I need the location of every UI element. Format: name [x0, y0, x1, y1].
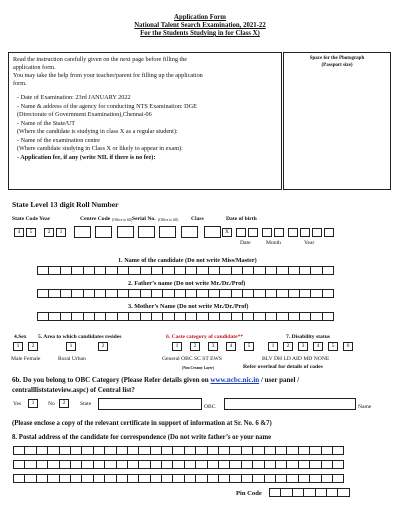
exam-title: National Talent Search Examination, 2021-22: [134, 22, 266, 29]
instructions-box: [8, 52, 282, 190]
instruction-line: application form.: [13, 64, 56, 71]
class-title: For the Students Studying in for Class X): [140, 30, 260, 37]
pin-code-label: Pin Code: [236, 490, 262, 497]
state-label: State: [80, 401, 92, 407]
dob-year-box[interactable]: [288, 228, 298, 237]
form-title: Application Form: [174, 14, 226, 21]
disability-code-box[interactable]: 3: [298, 342, 308, 351]
disability-code-box[interactable]: 1: [268, 342, 278, 351]
char-cell[interactable]: [332, 446, 344, 455]
instruction-line: - Date of Examination: 23rd JANUARY 2022: [17, 94, 131, 101]
year-digit[interactable]: 1: [56, 228, 66, 237]
char-cell[interactable]: [322, 289, 334, 298]
address-line-cells[interactable]: [14, 460, 344, 469]
area-options: Rural Urban: [58, 356, 86, 362]
serial-label: Serial No.: [132, 216, 156, 222]
caste-code-box[interactable]: 2: [190, 342, 200, 351]
serial-box[interactable]: [204, 226, 221, 238]
sex-options: Male Female: [11, 356, 41, 362]
dob-date-box[interactable]: [236, 228, 246, 237]
obc-question-line2: centrallliststateview.aspc) of Central list?: [12, 386, 135, 394]
instruction-line: - Application fee, if any (write NIL if there is no fee):: [17, 154, 156, 161]
yes-label: Yes: [13, 401, 22, 407]
candidate-name-cells[interactable]: [38, 266, 334, 275]
instruction-line: - Name & address of the agency for conducting NTS Examination: DGE: [17, 103, 197, 110]
serial-note: (Office to fill): [158, 218, 179, 222]
caste-options: General OBC SC ST EWS: [162, 356, 222, 362]
year-digit[interactable]: 2: [44, 228, 54, 237]
instruction-line: form.: [13, 80, 27, 87]
dob-year-box[interactable]: [300, 228, 310, 237]
obc-question: [12, 376, 299, 384]
centre-code-box[interactable]: [95, 226, 112, 238]
instruction-line: - Name of the State/UT: [17, 120, 76, 127]
instruction-line: (Where candidate studying in Class X or likely to appear in exam):: [17, 145, 183, 152]
dob-label: Date of birth: [226, 216, 257, 222]
state-code-digit[interactable]: 4: [14, 228, 24, 237]
instruction-line: - Name of the examination centre: [17, 137, 100, 144]
caste-code-box[interactable]: 4: [226, 342, 236, 351]
dob-month-label: Month: [266, 240, 281, 246]
roll-number-heading: State Level 13 digit Roll Number: [12, 200, 119, 209]
centre-code-label: Centre Code: [80, 216, 111, 222]
instruction-line: Read the instruction carefully given on the next page before filling the: [13, 56, 188, 63]
mother-name-cells[interactable]: [38, 312, 334, 321]
disability-code-box[interactable]: 2: [283, 342, 293, 351]
instruction-line: You may take the help from your teacher/parent for filling up the application: [13, 72, 203, 79]
area-code-box[interactable]: 1: [66, 342, 76, 351]
char-cell[interactable]: [337, 488, 349, 497]
state-code-label: State Code Year: [12, 216, 51, 222]
sex-code-box[interactable]: 2: [28, 342, 38, 351]
area-label: 5. Area to which candidates resides: [38, 334, 122, 340]
no-box[interactable]: 2: [59, 399, 69, 408]
mother-name-label: 3. Mother’s Name (Do not write Mr./Dr./Prof): [128, 303, 249, 310]
photo-box[interactable]: [283, 52, 391, 190]
char-cell[interactable]: [322, 266, 334, 275]
name-label: Name: [358, 404, 372, 410]
disability-options: BLV DH LD AID MD NONE: [262, 356, 330, 362]
dob-year-box[interactable]: [312, 228, 322, 237]
dob-year-box[interactable]: [324, 228, 334, 237]
caste-code-box[interactable]: 5: [244, 342, 254, 351]
obc-label: OBC: [204, 404, 216, 410]
sex-code-box[interactable]: 1: [13, 342, 23, 351]
photo-label: Space for the Photograph: [309, 56, 365, 61]
ncbc-link[interactable]: www.ncbc.nic.in: [210, 376, 260, 384]
area-code-box[interactable]: 2: [98, 342, 108, 351]
dob-date-box[interactable]: [248, 228, 258, 237]
disability-code-box[interactable]: 5: [328, 342, 338, 351]
pin-code-cells[interactable]: [270, 488, 350, 497]
obc-question-tail: / user panel /: [260, 376, 300, 384]
refer-overleaf-note: Refer overleaf for details of codes: [243, 364, 323, 370]
instruction-line: (Where the candidate is studying in class X as a regular student):: [17, 128, 178, 135]
obc-question-text: 6b. Do you belong to OBC Category (Please Refer details given on: [12, 376, 209, 384]
disability-label: 7. Disability status: [286, 334, 330, 340]
caste-code-box[interactable]: 1: [172, 342, 182, 351]
disability-code-box[interactable]: 6: [343, 342, 353, 351]
serial-box[interactable]: [159, 226, 176, 238]
instruction-line: (Directorate of Government Examination),Chennai-06: [17, 111, 152, 118]
postal-address-label: 8. Postal address of the candidate for correspondence (Do not write father’s or your name: [12, 434, 272, 441]
class-label: Class: [191, 216, 204, 222]
caste-code-box[interactable]: 3: [208, 342, 218, 351]
dob-month-box[interactable]: [274, 228, 284, 237]
father-name-label: 2. Father’s name (Do not write Mr./Dr./Prof): [128, 280, 246, 287]
serial-box[interactable]: [181, 226, 198, 238]
dob-date-label: Date: [240, 240, 251, 246]
dob-year-label: Year: [304, 240, 315, 246]
non-creamy-note: (Non Creamy Layer): [182, 366, 215, 370]
obc-state-input[interactable]: [98, 398, 202, 410]
photo-size-label: (Passport size): [321, 63, 353, 68]
dob-month-box[interactable]: [262, 228, 272, 237]
sex-label: 4.Sex: [14, 334, 27, 340]
disability-code-box[interactable]: 4: [313, 342, 323, 351]
char-cell[interactable]: [322, 312, 334, 321]
yes-box[interactable]: 1: [28, 399, 38, 408]
centre-code-note: (Office to fill): [112, 218, 133, 222]
candidate-name-label: 1. Name of the candidate (Do not write Miss/Master): [118, 257, 257, 264]
caste-label: 6. Caste category of candidate**: [166, 334, 244, 340]
address-line-cells[interactable]: [14, 446, 344, 455]
serial-box[interactable]: [117, 226, 134, 238]
serial-box[interactable]: [138, 226, 155, 238]
address-line-cells[interactable]: [14, 474, 344, 483]
enclose-note: (Please enclose a copy of the relevant certificate in support of information at Sr. No. 6 &7): [12, 420, 272, 427]
father-name-cells[interactable]: [38, 289, 334, 298]
class-box[interactable]: X: [222, 228, 232, 237]
centre-code-box[interactable]: [74, 226, 91, 238]
char-cell[interactable]: [332, 460, 344, 469]
no-label: No: [48, 401, 55, 407]
state-code-digit[interactable]: 5: [26, 228, 36, 237]
char-cell[interactable]: [332, 474, 344, 483]
obc-name-input[interactable]: [224, 398, 356, 410]
